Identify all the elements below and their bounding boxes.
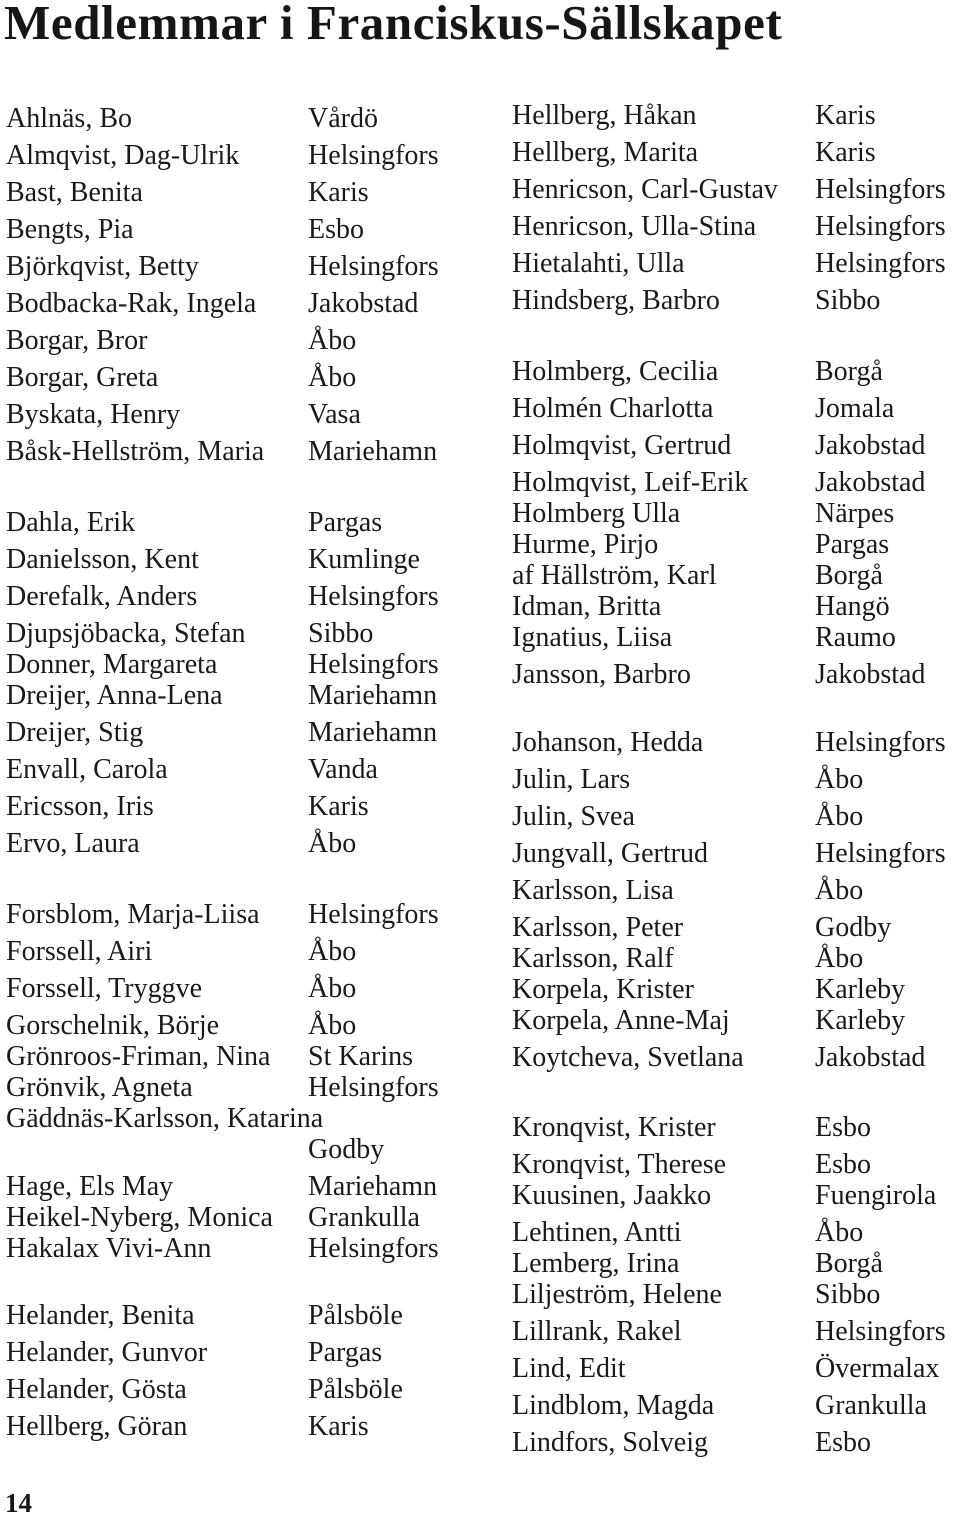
member-name: Danielsson, Kent — [6, 544, 199, 575]
member-name: Lehtinen, Antti — [512, 1217, 682, 1248]
member-city: Jakobstad — [815, 430, 926, 461]
member-city: Helsingfors — [815, 1316, 946, 1347]
member-city: Karis — [815, 100, 876, 131]
member-name: Bengts, Pia — [6, 214, 134, 245]
member-city: Mariehamn — [308, 680, 438, 711]
member-city: Esbo — [815, 1112, 871, 1143]
member-city: Hangö — [815, 591, 890, 622]
member-name: Julin, Svea — [512, 801, 635, 832]
member-city: Åbo — [815, 764, 864, 795]
member-name: Holmberg Ulla — [512, 498, 681, 529]
member-city: Åbo — [308, 828, 357, 859]
member-name: Forssell, Airi — [6, 936, 153, 967]
member-name: Ignatius, Liisa — [512, 622, 673, 653]
member-city: Jakobstad — [815, 467, 926, 498]
member-name: Grönroos-Friman, Nina — [6, 1041, 271, 1072]
member-name: Helander, Gunvor — [6, 1337, 208, 1368]
member-city: Sibbo — [308, 618, 374, 649]
member-name: Holmén Charlotta — [512, 393, 714, 424]
member-city: Sibbo — [815, 285, 881, 316]
member-city: Åbo — [815, 943, 864, 974]
member-city: Helsingfors — [308, 1233, 439, 1264]
member-city: Helsingfors — [308, 140, 439, 171]
member-name: Lemberg, Irina — [512, 1248, 680, 1279]
member-name: Donner, Margareta — [6, 649, 218, 680]
member-name: Grönvik, Agneta — [6, 1072, 193, 1103]
member-city: Vasa — [308, 399, 361, 430]
member-city: Övermalax — [815, 1353, 940, 1384]
member-name: Borgar, Bror — [6, 325, 148, 356]
member-city: Jakobstad — [815, 1042, 926, 1073]
member-city: Pargas — [815, 529, 890, 560]
member-city: Helsingfors — [815, 211, 946, 242]
member-name: Karlsson, Lisa — [512, 875, 674, 906]
member-name: Henricson, Ulla-Stina — [512, 211, 757, 242]
member-name: Dahla, Erik — [6, 507, 136, 538]
member-name: Forsblom, Marja-Liisa — [6, 899, 260, 930]
member-name: Johanson, Hedda — [512, 727, 704, 758]
member-city: Helsingfors — [308, 899, 439, 930]
member-city: Sibbo — [815, 1279, 881, 1310]
member-city: Karleby — [815, 1005, 906, 1036]
member-name: Julin, Lars — [512, 764, 631, 795]
member-name: Helander, Benita — [6, 1300, 195, 1331]
member-name: Dreijer, Stig — [6, 717, 144, 748]
member-name: Holmqvist, Gertrud — [512, 430, 732, 461]
member-name: Hellberg, Marita — [512, 137, 699, 168]
member-city: Karis — [308, 177, 369, 208]
member-city: Esbo — [815, 1149, 871, 1180]
member-name: Korpela, Anne-Maj — [512, 1005, 730, 1036]
member-name: Gorschelnik, Börje — [6, 1010, 220, 1041]
member-city: Grankulla — [308, 1202, 420, 1233]
member-city: Helsingfors — [308, 581, 439, 612]
member-city: Borgå — [815, 356, 883, 387]
member-name: Jansson, Barbro — [512, 659, 691, 690]
member-name: Kuusinen, Jaakko — [512, 1180, 712, 1211]
member-city: Karis — [308, 791, 369, 822]
member-name: Heikel-Nyberg, Monica — [6, 1202, 273, 1233]
member-name: Lind, Edit — [512, 1353, 626, 1384]
member-name: Henricson, Carl-Gustav — [512, 174, 778, 205]
member-name: Lillrank, Rakel — [512, 1316, 682, 1347]
member-name: Hage, Els May — [6, 1171, 174, 1202]
member-city: Mariehamn — [308, 717, 438, 748]
member-city: Karleby — [815, 974, 906, 1005]
member-city: Godby — [815, 912, 892, 943]
member-city: Karis — [308, 1411, 369, 1442]
member-name: Forssell, Tryggve — [6, 973, 203, 1004]
member-city: Helsingfors — [815, 174, 946, 205]
member-city: Åbo — [308, 973, 357, 1004]
member-name: Hietalahti, Ulla — [512, 248, 685, 279]
member-city: Mariehamn — [308, 436, 438, 467]
member-name: Karlsson, Peter — [512, 912, 684, 943]
member-name: Liljeström, Helene — [512, 1279, 722, 1310]
member-city: Borgå — [815, 560, 883, 591]
member-city: Vårdö — [308, 103, 378, 134]
member-name: Almqvist, Dag-Ulrik — [6, 140, 240, 171]
member-city: Esbo — [308, 214, 364, 245]
member-city: Pargas — [308, 507, 383, 538]
page-number: 14 — [5, 1488, 32, 1518]
member-city: Vanda — [308, 754, 378, 785]
member-city: Borgå — [815, 1248, 883, 1279]
member-name: Jungvall, Gertrud — [512, 838, 708, 869]
member-name: Envall, Carola — [6, 754, 168, 785]
member-name: Båsk-Hellström, Maria — [6, 436, 265, 467]
member-city: Åbo — [815, 1217, 864, 1248]
member-city: St Karins — [308, 1041, 413, 1072]
member-city: Helsingfors — [815, 727, 946, 758]
member-name: Hakalax Vivi-Ann — [6, 1233, 212, 1264]
member-city: Jakobstad — [815, 659, 926, 690]
member-city: Åbo — [815, 875, 864, 906]
member-city: Åbo — [815, 801, 864, 832]
member-city: Godby — [308, 1134, 385, 1165]
member-city: Kumlinge — [308, 544, 420, 575]
member-name: Korpela, Krister — [512, 974, 694, 1005]
member-name: Ericsson, Iris — [6, 791, 154, 822]
member-name: Hellberg, Göran — [6, 1411, 188, 1442]
member-name: af Hällström, Karl — [512, 560, 717, 591]
member-city: Fuengirola — [815, 1180, 937, 1211]
member-name: Hurme, Pirjo — [512, 529, 659, 560]
member-city: Grankulla — [815, 1390, 927, 1421]
member-city: Mariehamn — [308, 1171, 438, 1202]
member-city: Åbo — [308, 936, 357, 967]
member-name: Lindfors, Solveig — [512, 1427, 708, 1458]
member-city: Helsingfors — [308, 251, 439, 282]
member-city: Helsingfors — [815, 248, 946, 279]
member-name: Ahlnäs, Bo — [6, 103, 132, 134]
member-name: Bodbacka-Rak, Ingela — [6, 288, 257, 319]
member-name: Helander, Gösta — [6, 1374, 187, 1405]
member-city: Jomala — [815, 393, 895, 424]
member-name: Kronqvist, Krister — [512, 1112, 716, 1143]
member-name: Ervo, Laura — [6, 828, 140, 859]
page-title: Medlemmar i Franciskus-Sällskapet — [4, 0, 783, 50]
member-name: Dreijer, Anna-Lena — [6, 680, 223, 711]
member-name: Djupsjöbacka, Stefan — [6, 618, 246, 649]
member-city: Åbo — [308, 1010, 357, 1041]
member-city: Esbo — [815, 1427, 871, 1458]
member-city: Pålsböle — [308, 1374, 403, 1405]
member-city: Pålsböle — [308, 1300, 403, 1331]
member-name: Byskata, Henry — [6, 399, 181, 430]
member-name: Bast, Benita — [6, 177, 143, 208]
member-name: Hellberg, Håkan — [512, 100, 697, 131]
member-name: Derefalk, Anders — [6, 581, 198, 612]
member-city: Karis — [815, 137, 876, 168]
member-city: Närpes — [815, 498, 895, 529]
member-name: Holmqvist, Leif-Erik — [512, 467, 749, 498]
member-city: Helsingfors — [308, 1072, 439, 1103]
member-name: Idman, Britta — [512, 591, 662, 622]
member-city: Åbo — [308, 362, 357, 393]
member-name: Lindblom, Magda — [512, 1390, 715, 1421]
member-city: Raumo — [815, 622, 896, 653]
member-name: Björkqvist, Betty — [6, 251, 199, 282]
member-name: Holmberg, Cecilia — [512, 356, 719, 387]
member-city: Helsingfors — [815, 838, 946, 869]
member-name: Borgar, Greta — [6, 362, 159, 393]
member-name: Koytcheva, Svetlana — [512, 1042, 744, 1073]
member-city: Pargas — [308, 1337, 383, 1368]
member-city: Åbo — [308, 325, 357, 356]
member-name: Kronqvist, Therese — [512, 1149, 727, 1180]
member-city: Helsingfors — [308, 649, 439, 680]
member-name: Karlsson, Ralf — [512, 943, 674, 974]
member-city: Jakobstad — [308, 288, 419, 319]
member-name: Gäddnäs-Karlsson, Katarina — [6, 1103, 324, 1134]
member-name: Hindsberg, Barbro — [512, 285, 720, 316]
